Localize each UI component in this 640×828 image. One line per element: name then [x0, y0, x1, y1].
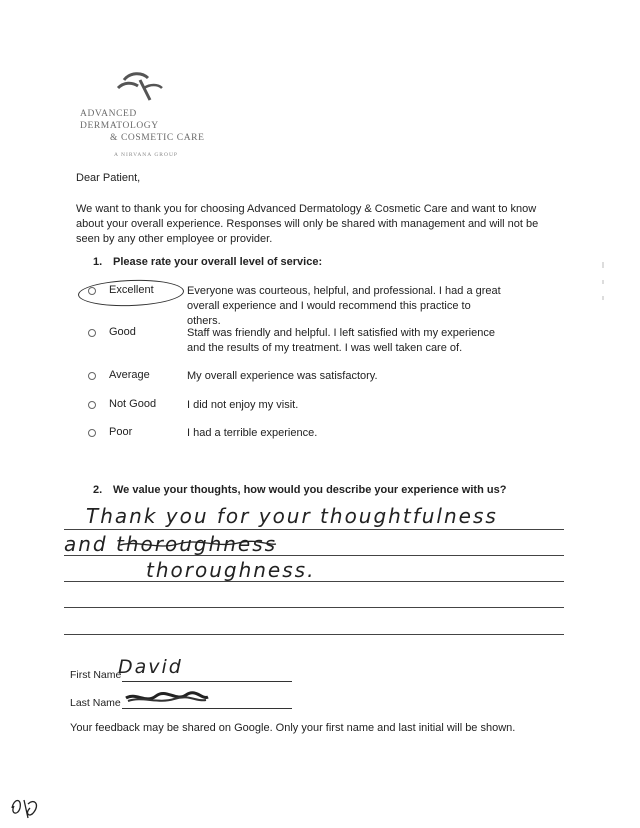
scan-margin-mark [602, 262, 604, 302]
logo-line-1: ADVANCED DERMATOLOGY [80, 109, 159, 131]
question-2-number: 2. [93, 484, 103, 496]
google-footnote: Your feedback may be shared on Google. Only your first name and last initial will be shown. [70, 722, 516, 734]
question-1-text: Please rate your overall level of service: [113, 256, 323, 268]
redaction-scribble [124, 690, 210, 706]
handwritten-answer-line-1: Thank you for your thoughtfulness [86, 504, 498, 528]
answer-line [64, 529, 564, 530]
radio-icon[interactable] [88, 401, 96, 409]
rating-option-average[interactable] [88, 369, 507, 384]
option-description: Everyone was courteous, helpful, and professional. I had a great overall experience and I would recommend this practice to others. [187, 285, 501, 327]
radio-icon[interactable] [88, 329, 96, 337]
option-description: Staff was friendly and helpful. I left satisfied with my experience and the results of my treatment. I was well taken care of. [187, 327, 495, 354]
handwritten-answer-line-3: thoroughness. [146, 558, 316, 582]
option-label: Good [109, 326, 136, 338]
option-description: My overall experience was satisfactory. [187, 370, 378, 382]
question-2-heading [93, 484, 506, 496]
option-label: Average [109, 369, 150, 381]
first-name-value[interactable]: David [118, 656, 183, 678]
option-label: Excellent [109, 284, 154, 296]
rating-option-good[interactable] [88, 326, 507, 356]
answer-line [64, 634, 564, 635]
option-label: Poor [109, 426, 133, 438]
first-name-line[interactable] [122, 681, 292, 682]
strikethrough-scribble [118, 536, 278, 554]
rating-option-not-good[interactable] [88, 398, 507, 413]
option-description: I had a terrible experience. [187, 427, 318, 439]
radio-icon[interactable] [88, 429, 96, 437]
last-name-line[interactable] [122, 708, 292, 709]
logo-mark-icon [114, 70, 166, 104]
handwritten-initials [6, 790, 46, 824]
last-name-label: Last Name [70, 697, 121, 709]
rating-option-poor[interactable] [88, 426, 507, 441]
question-1-number: 1. [93, 256, 103, 268]
logo-subline: A NIRVANA GROUP [114, 152, 178, 158]
salutation: Dear Patient, [76, 172, 141, 184]
option-label: Not Good [109, 398, 157, 410]
intro-paragraph: We want to thank you for choosing Advanced Dermatology & Cosmetic Care and want to know about your overall experience. Responses will only be shared with management and will not be seen by any other employee or provider. [76, 203, 539, 245]
first-name-label: First Name [70, 669, 122, 681]
question-1-heading [93, 256, 322, 268]
handwritten-answer-line-2: and thoroughness [64, 532, 278, 556]
option-description: I did not enjoy my visit. [187, 399, 299, 411]
question-2-text: We value your thoughts, how would you describe your experience with us? [113, 484, 507, 496]
rating-option-excellent[interactable] [88, 284, 507, 329]
answer-line [64, 607, 564, 608]
logo-line-2: & COSMETIC CARE [110, 133, 205, 143]
radio-icon[interactable] [88, 372, 96, 380]
company-logo [80, 70, 210, 161]
radio-icon[interactable] [88, 287, 96, 295]
